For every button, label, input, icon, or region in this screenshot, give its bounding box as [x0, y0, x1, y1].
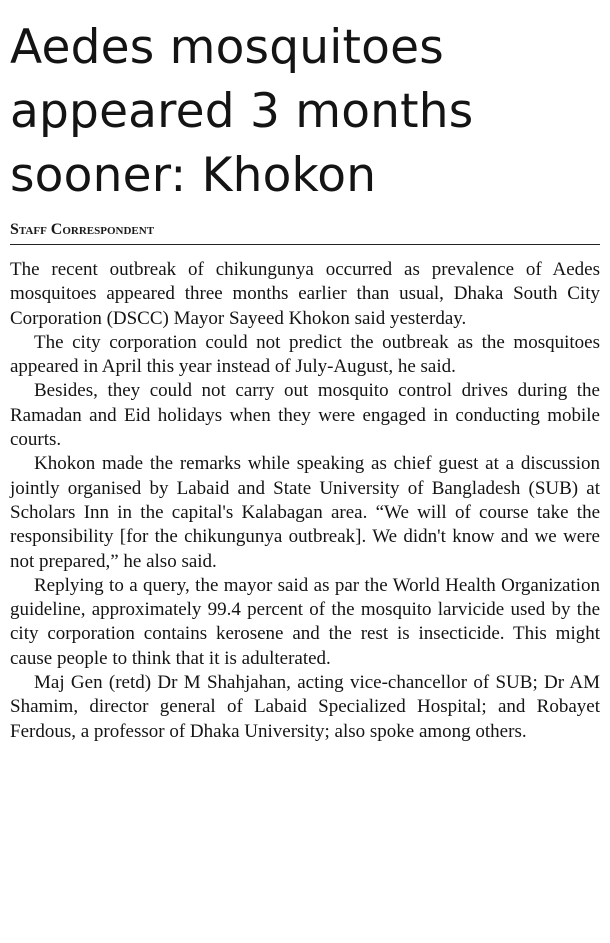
article-body — [10, 258, 600, 744]
paragraph-1: The recent outbreak of chikungunya occurred as prevalence of Aedes mosquitoes appeared three months earlier than usual, Dhaka South City Corporation (DSCC) Mayor Sayeed Khokon said yesterday. — [10, 259, 600, 329]
paragraph-4: Khokon made the remarks while speaking as chief guest at a discussion jointly organised by Labaid and State University of Bangladesh (SUB) at Scholars Inn in the capital's Kalabagan area. “We will of course take the responsibility [for the chikungunya outbreak]. We didn't know and we were not prepared,” he also said. — [10, 453, 600, 572]
news-article — [10, 16, 600, 744]
paragraph-6: Maj Gen (retd) Dr M Shahjahan, acting vice-chancellor of SUB; Dr AM Shamim, director general of Labaid Specialized Hospital; and Robayet Ferdous, a professor of Dhaka University; also spoke among others. — [10, 672, 600, 742]
paragraph-5: Replying to a query, the mayor said as par the World Health Organization guideline, approximately 99.4 percent of the mosquito larvicide used by the city corporation contains kerosene and the rest is insecticide. This might cause people to think that it is adulterated. — [10, 574, 600, 669]
paragraph-3: Besides, they could not carry out mosquito control drives during the Ramadan and Eid holidays when they were engaged in conducting mobile courts. — [10, 380, 600, 451]
headline: Aedes mosquitoes appeared 3 months sooner: Khokon — [10, 20, 474, 203]
paragraph-2: The city corporation could not predict the outbreak as the mosquitoes appeared in April this year instead of July-August, he said. — [10, 331, 600, 378]
byline: Staff Correspondent — [10, 221, 600, 245]
